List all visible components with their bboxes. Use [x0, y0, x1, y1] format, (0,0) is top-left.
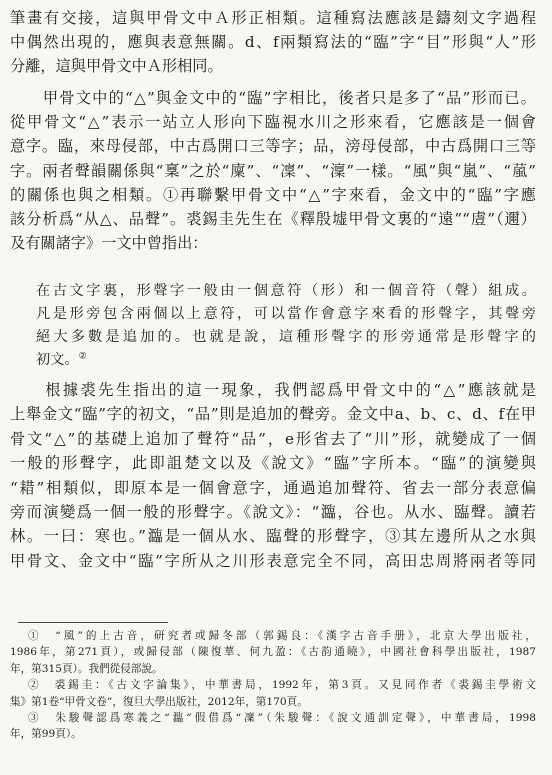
text-line: 一般的形聲字，此即詛楚文以及《說文》“臨”字所本。“臨”的演變與: [10, 454, 536, 473]
quote-line: 在古文字裏，形聲字一般由一個意符（形）和一個音符（聲）組成。: [36, 283, 536, 299]
text-line: 骨文“△”的基礎上追加了聲符“品”，e形省去了“川”形，就變成了一個: [10, 429, 536, 448]
text-line: 甲骨文、金文中“臨”字所从之川形表意完全不同，高田忠周將兩者等同: [10, 551, 536, 570]
main-text-top: [10, 6, 536, 255]
text-line: 筆畫有交接，這與甲骨文中Ａ形正相類。這種寫法應該是鑄刻文字過程: [10, 9, 536, 27]
footnotes: [10, 628, 536, 743]
footnote-divider: [18, 622, 168, 623]
text-line: 林。一曰：寒也。”瀶是一個从水、臨聲的形聲字，③其左邊所从之水與: [10, 527, 536, 546]
footnote-line: ② 裘錫圭：《古文字論集》，中華書局，1992年，第3頁。又見同作者《裘錫圭學術文: [28, 679, 536, 692]
text-line: 上舉金文“臨”字的初文，“品”則是追加的聲旁。金文中a、b、c、d、f在甲: [10, 405, 536, 424]
text-line: 及有關諸字》一文中曾指出：: [10, 233, 208, 252]
footnote-3: [10, 710, 536, 743]
footnote-line: 1986年，第271頁），或歸侵部（陳復華、何九盈：《古韵通曉》，中國社會科學出版社，1987: [10, 646, 536, 659]
footnote-line: ③ 朱駿聲認爲寒義之“瀶”假借爲“凜”（朱駿聲：《說文通訓定聲》，中華書局，1998: [28, 712, 536, 725]
footnote-mark[interactable]: ②: [78, 351, 87, 362]
text-line: 旁而演變爲一個一般的形聲字。《說文》：“瀶，谷也。从水、臨聲。讀若: [10, 503, 536, 522]
text-line: 分離，這與甲骨文中Ａ形相同。: [10, 57, 223, 76]
text-line: “耤”相類似，即原本是一個會意字，通過追加聲符、省去一部分表意偏: [10, 478, 536, 497]
text-line: 從甲骨文“△”表示一站立人形向下臨視水川之形來看，它應該是一個會: [10, 113, 536, 132]
text-line: 字。兩者聲韻關係與“稟”之於“廩”、“凜”、“澟”一樣。“風”與“嵐”、“葻”: [10, 161, 536, 180]
paragraph-1: [10, 6, 536, 78]
footnote-line: 年，第315頁）。我們從侵部說。: [10, 662, 163, 675]
paragraph-2: [10, 86, 536, 255]
footnote-line: 年，第99頁）。: [10, 728, 82, 741]
block-quote: [36, 280, 536, 372]
footnote-2: [10, 677, 536, 710]
quote-line: [36, 349, 536, 372]
paragraph-3: [10, 378, 536, 573]
quote-line: 凡是形旁包含兩個以上意符，可以當作會意字來看的形聲字，其聲旁: [36, 306, 536, 322]
text-line: 意字。臨，來母侵部，中古爲開口三等字；品，滂母侵部，中古爲開口三等: [10, 137, 536, 156]
footnote-line: 集》第1卷“甲骨文卷”，復旦大學出版社，2012年，第170頁。: [10, 695, 308, 708]
footnote-line: ① “風”的上古音，研究者或歸冬部（郭錫良：《漢字古音手册》，北京大學出版社，: [28, 630, 536, 642]
quote-line: 絕大多數是追加的。也就是說，這種形聲字的形旁通常是形聲字的: [36, 329, 536, 345]
text-line: 該分析爲“从△、品聲”。裘錫圭先生在《釋殷墟甲骨文裏的“遠”“䖒”（邇）: [10, 209, 536, 228]
text-line: 的關係也與之相類。①再聯繫甲骨文中“△”字來看，金文中的“臨”字應: [10, 185, 536, 204]
quote-line-text: 初文。: [36, 352, 79, 368]
text-line: 中偶然出現的，應與表意無關。d、f兩類寫法的“臨”字“目”形與“人”形: [10, 33, 536, 52]
footnote-1: [10, 628, 536, 677]
text-line: 根據裘先生指出的這一現象，我們認爲甲骨文中的“△”應該就是: [10, 381, 536, 399]
text-line: 甲骨文中的“△”與金文中的“臨”字相比，後者只是多了“品”形而已。: [10, 89, 536, 108]
